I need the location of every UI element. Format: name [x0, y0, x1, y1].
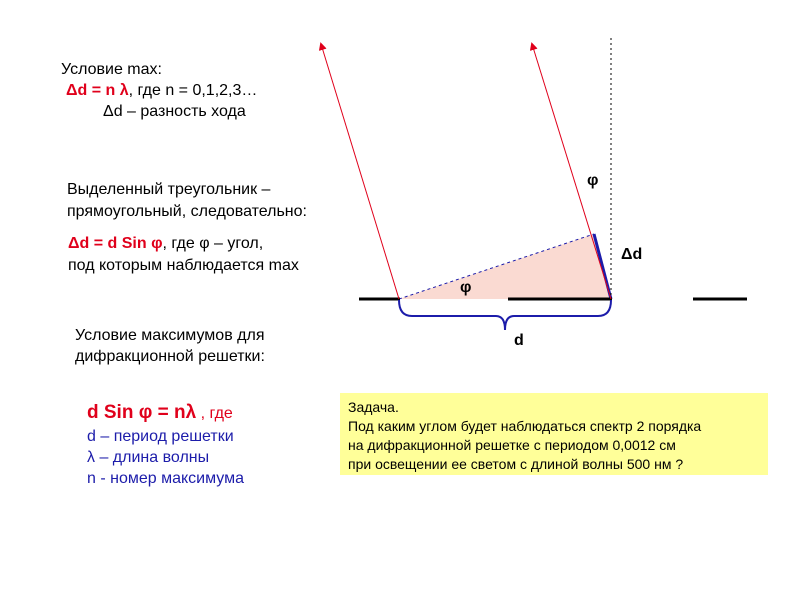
legend-item-lambda: λ – длина волны [87, 449, 210, 466]
angle-label-inner: φ [460, 279, 472, 296]
grating-formula: d Sin φ = nλ [87, 402, 197, 423]
triangle-formula-line [68, 234, 263, 254]
triangle-text-line4: под которым наблюдается max [68, 257, 299, 274]
triangle-formula-rest: , где φ – угол, [162, 235, 264, 252]
task-line2: на дифракционной решетке с периодом 0,0012 см [348, 437, 676, 453]
triangle-text-line1: Выделенный треугольник – [67, 181, 271, 198]
path-difference-note: Δd – разность хода [103, 103, 246, 120]
task-line1: Под каким углом будет наблюдаться спектр 2 порядка [348, 418, 702, 434]
triangle-formula: Δd = d Sin φ [68, 235, 163, 252]
legend-item-d: d – период решетки [87, 428, 234, 445]
path-difference-label: Δd [621, 246, 643, 263]
period-label: d [514, 332, 524, 349]
max-condition-formula: Δd = n λ [66, 82, 129, 99]
grating-formula-rest: , где [196, 405, 233, 422]
grating-condition-line1: Условие максимумов для [75, 327, 265, 344]
period-brace [399, 300, 611, 330]
grating-formula-line [87, 402, 233, 425]
task-title: Задача. [348, 399, 399, 415]
highlighted-triangle [399, 234, 611, 299]
ray-left [321, 44, 399, 299]
grating-condition-line2: дифракционной решетки: [75, 348, 265, 365]
task-box [340, 393, 768, 475]
angle-label-top: φ [587, 172, 599, 189]
task-line3: при освещении ее светом с длиной волны 500 нм ? [348, 456, 684, 472]
max-condition-formula-line [66, 81, 257, 101]
legend-item-n: n - номер максимума [87, 470, 245, 487]
max-condition-formula-rest: , где n = 0,1,2,3… [128, 82, 258, 99]
triangle-text-line2: прямоугольный, следовательно: [67, 203, 307, 220]
max-condition-title: Условие max: [61, 61, 162, 78]
